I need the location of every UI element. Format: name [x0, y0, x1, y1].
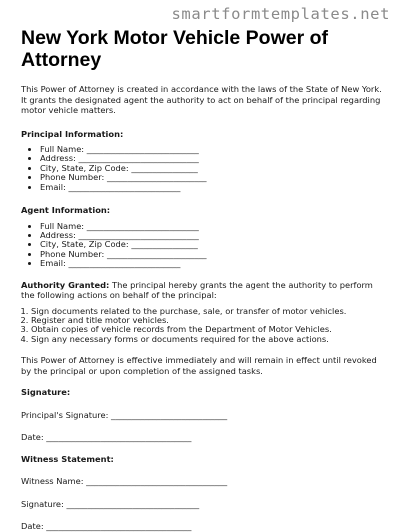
page-title: New York Motor Vehicle Power of Attorney [21, 27, 329, 71]
witness-date-line: Date: ___________________________________ [21, 521, 192, 532]
agent-city-state-zip-field: • City, State, Zip Code: ________________ [40, 240, 383, 249]
agent-phone-field: • Phone Number: ________________________ [40, 250, 383, 259]
principal-heading: Principal Information: [21, 128, 124, 139]
authority-action: 3. Obtain copies of vehicle records from the Department of Motor Vehicles. [31, 325, 383, 334]
principal-address-field: • Address: _____________________________ [40, 154, 383, 163]
authority-action: 2. Register and title motor vehicles. [31, 316, 383, 325]
authority-paragraph [21, 280, 383, 301]
authority-action: 4. Sign any necessary forms or documents required for the above actions. [31, 335, 383, 344]
principal-full-name-field: • Full Name: ___________________________ [40, 145, 383, 154]
agent-full-name-field: • Full Name: ___________________________ [40, 222, 383, 231]
agent-email-field: • Email: ___________________________ [40, 259, 383, 268]
authority-text: The principal hereby grants the agent the authority to perform the following actions on behalf of the principal: [21, 279, 373, 301]
principal-fields [21, 145, 383, 192]
agent-address-field: • Address: _____________________________ [40, 231, 383, 240]
authority-label: Authority Granted: [21, 279, 110, 290]
authority-action: 1. Sign documents related to the purchase, sale, or transfer of motor vehicles. [31, 307, 383, 316]
witness-heading: Witness Statement: [21, 453, 114, 464]
watermark: smartformtemplates.net [171, 5, 390, 23]
closing-paragraph: This Power of Attorney is effective immediately and will remain in effect until revoked by the principal or upon completion of the assigned tasks. [21, 355, 377, 376]
principal-phone-field: • Phone Number: ________________________ [40, 173, 383, 182]
principal-signature-line: Principal's Signature: ____________________________ [21, 409, 228, 420]
principal-email-field: • Email: ___________________________ [40, 183, 383, 192]
intro-paragraph: This Power of Attorney is created in accordance with the laws of the State of New York. It grants the designated agent the authority to act on behalf of the principal regarding motor vehicle matters. [21, 84, 382, 115]
authority-actions [21, 307, 383, 345]
agent-heading: Agent Information: [21, 205, 111, 216]
witness-signature-line: Signature: ________________________________ [21, 498, 200, 509]
principal-date-line: Date: ___________________________________ [21, 432, 192, 443]
agent-fields [21, 222, 383, 269]
signature-heading: Signature: [21, 387, 71, 398]
principal-city-state-zip-field: • City, State, Zip Code: ________________ [40, 164, 383, 173]
document [21, 27, 383, 532]
witness-name-line: Witness Name: __________________________________ [21, 476, 228, 487]
